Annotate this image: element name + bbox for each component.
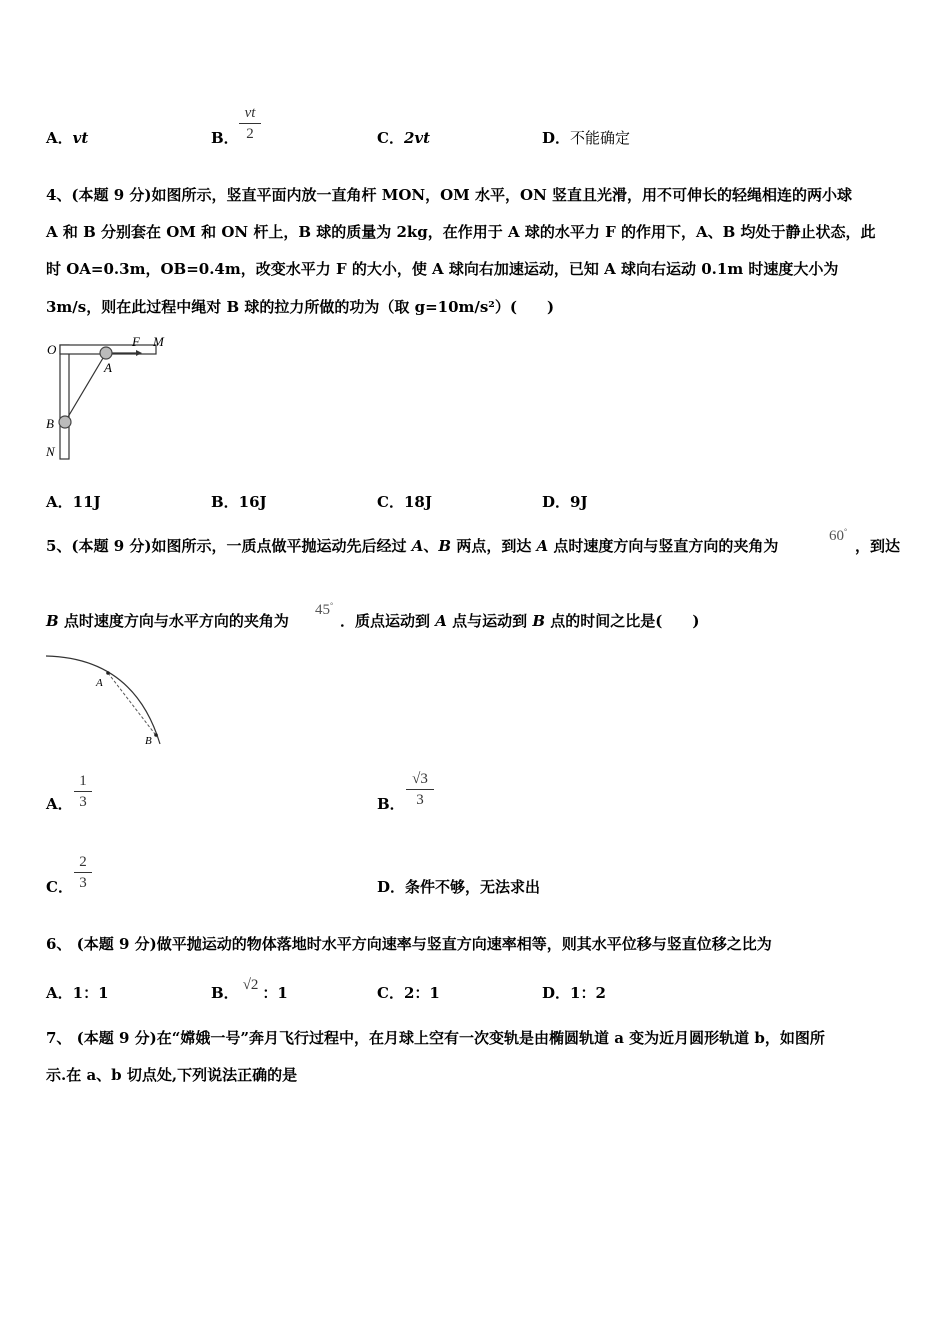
label-b: B <box>46 416 54 431</box>
q3-option-b-label: B． <box>211 129 239 147</box>
rod-on <box>60 345 69 459</box>
q4-option-a: A．11J <box>46 493 101 511</box>
q4-option-b: B．16J <box>211 493 267 511</box>
q6-option-b: B． √2 ：1 <box>211 977 288 1002</box>
q6-option-a: A．1：1 <box>46 984 109 1002</box>
label-o: O <box>47 342 57 357</box>
q5-option-b-label: B． <box>377 795 405 813</box>
q3-option-a: A．vt <box>46 129 89 147</box>
q7-text-line-2: 示.在 a、b 切点处,下列说法正确的是 <box>46 1066 298 1084</box>
q7-text-line-1: 7、 (本题 9 分)在“嫦娥一号”奔月飞行过程中，在月球上空有一次变轨是由椭圆轨道 a 变为近月圆形轨道 b，如图所 <box>46 1029 825 1047</box>
rope-line <box>65 353 106 422</box>
q4-option-c: C．18J <box>377 493 432 511</box>
q5-angle-60: 60° <box>829 527 848 544</box>
q5-option-b-fraction: √3 3 <box>406 770 434 809</box>
point-a <box>106 671 110 675</box>
q3-option-c: C．2vt <box>377 129 431 147</box>
q4-text-line-2: A 和 B 分别套在 OM 和 ON 杆上，B 球的质量为 2kg，在作用于 A 球的水平力 F 的作用下，A、B 均处于静止状态，此 <box>46 223 876 241</box>
label-a: A <box>104 360 112 375</box>
q4-text-line-4: 3m/s，则在此过程中绳对 B 球的拉力所做的功为（取 g=10m/s²）( ) <box>46 298 555 316</box>
q5-option-a-fraction: 1 3 <box>74 772 92 811</box>
label-m: M <box>153 334 164 349</box>
q5-text-line-2-end: ．质点运动到 A 点与运动到 B 点的时间之比是( ) <box>340 612 700 630</box>
q5-angle-45: 45° <box>315 601 334 618</box>
ball-b <box>59 416 71 428</box>
label-f: F <box>132 334 140 349</box>
chord-dashed-line <box>108 673 158 738</box>
trajectory-curve <box>46 656 160 744</box>
q5-text-line-1: 5、(本题 9 分)如图所示，一质点做平抛运动先后经过 A、B 两点，到达 A 点时速度方向与竖直方向的夹角为 <box>46 537 779 555</box>
q5-option-c-label: C． <box>46 878 73 896</box>
label-n: N <box>46 444 55 459</box>
q5-option-a-label: A． <box>46 795 73 813</box>
q5-option-c-fraction: 2 3 <box>74 853 92 892</box>
q3-option-d: D．不能确定 <box>542 129 631 147</box>
q5-figure-trajectory <box>44 652 168 752</box>
q6-option-c: C．2：1 <box>377 984 440 1002</box>
q5-text-line-2-start: B 点时速度方向与水平方向的夹角为 <box>46 612 289 630</box>
q4-text-line-3: 时 OA=0.3m，OB=0.4m，改变水平力 F 的大小，使 A 球向右加速运动，已知 A 球向右运动 0.1m 时速度大小为 <box>46 260 839 278</box>
q3-option-b-fraction: vt 2 <box>239 104 261 143</box>
q6-option-d: D．1：2 <box>542 984 606 1002</box>
q4-option-d: D．9J <box>542 493 588 511</box>
q4-text-line-1: 4、(本题 9 分)如图所示，竖直平面内放一直角杆 MON，OM 水平，ON 竖直且光滑，用不可伸长的轻绳相连的两小球 <box>46 186 853 204</box>
q6-text-line-1: 6、 (本题 9 分)做平抛运动的物体落地时水平方向速率与竖直方向速率相等，则其水平位移与竖直位移之比为 <box>46 935 772 953</box>
label-a: A <box>96 677 103 689</box>
label-b: B <box>145 735 152 747</box>
sqrt-2: √2 <box>242 977 259 993</box>
ball-a <box>100 347 112 359</box>
q5-option-d: D．条件不够，无法求出 <box>377 878 541 896</box>
q4-figure-rod <box>40 330 180 465</box>
q5-text-line-1-end: ，到达 <box>855 537 901 555</box>
point-b <box>154 733 158 737</box>
